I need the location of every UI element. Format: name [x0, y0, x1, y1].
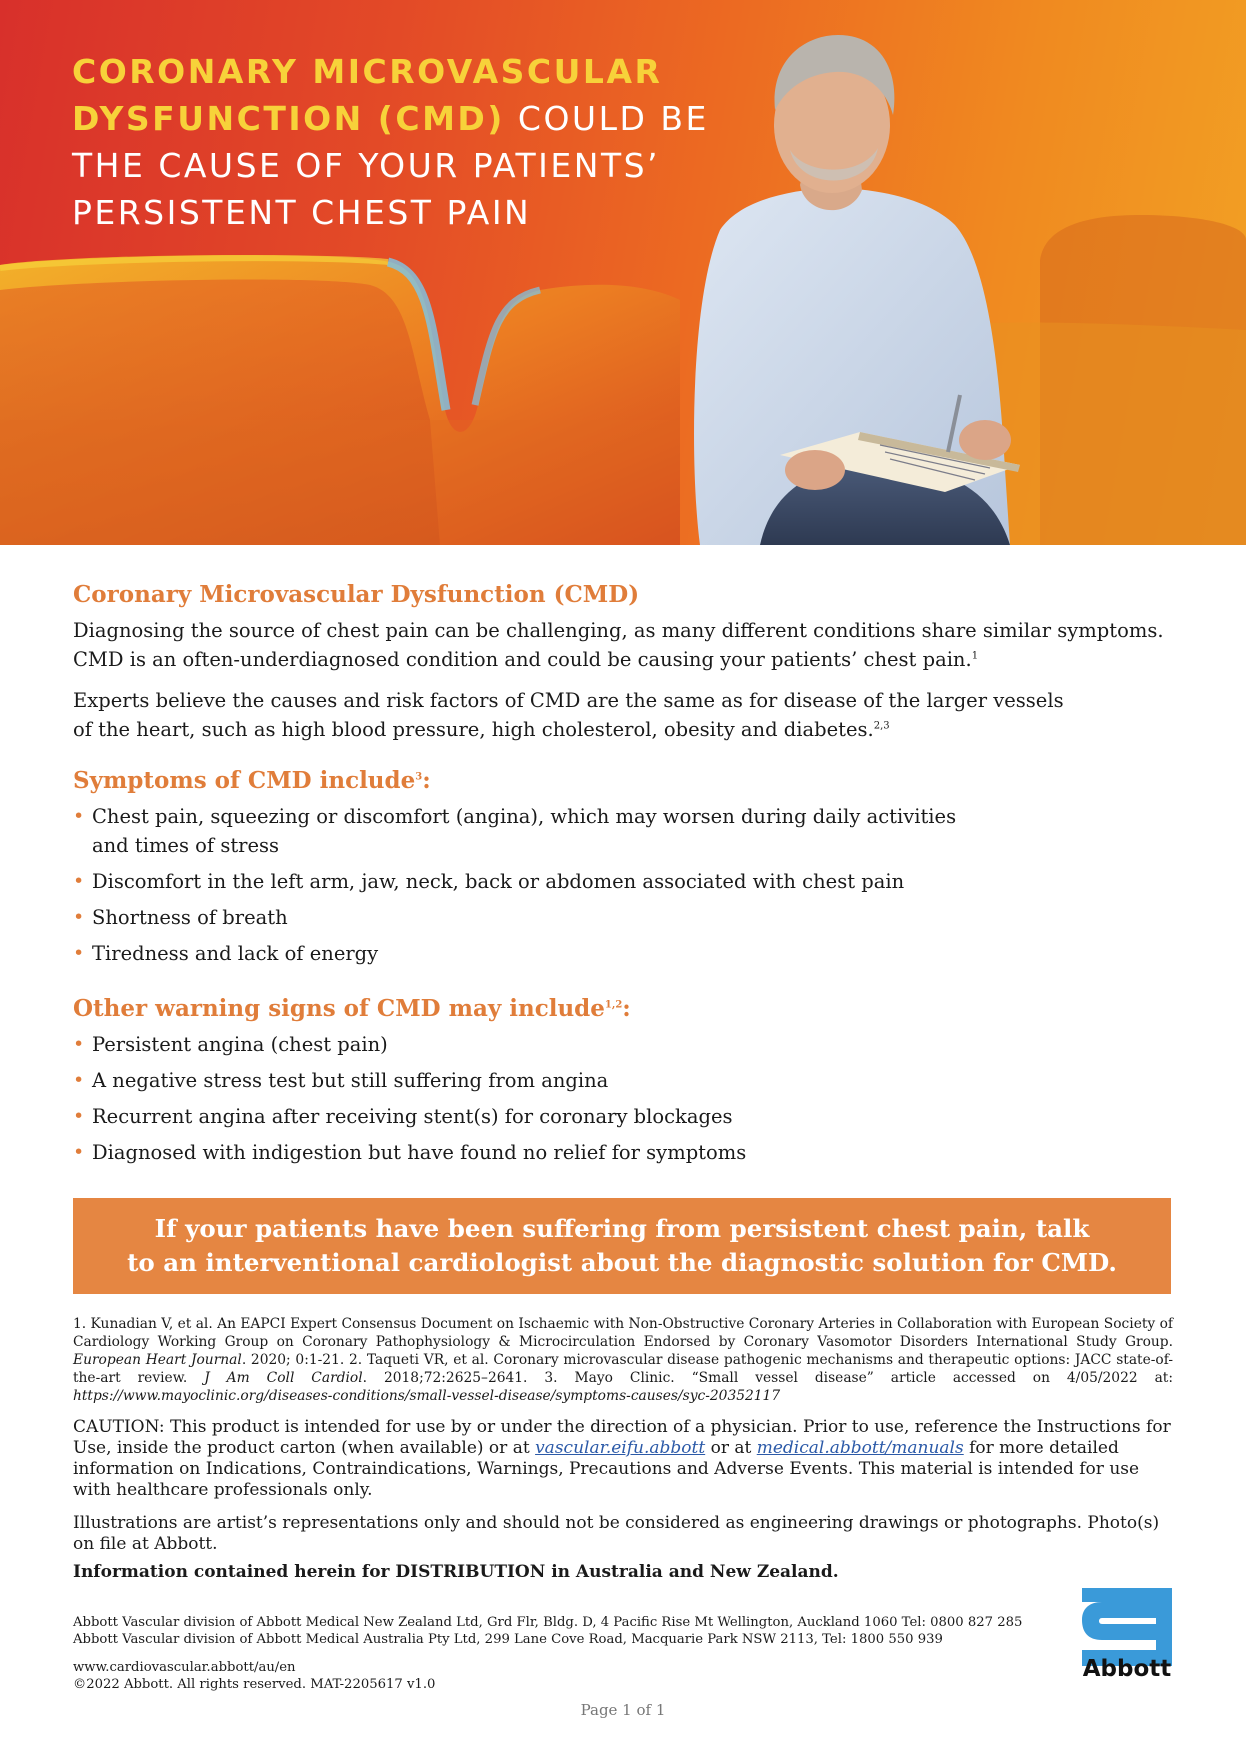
- symptom-text: Chest pain, squeezing or discomfort (angina), which may worsen during daily activities: [92, 805, 957, 828]
- symptom-text: Tiredness and lack of energy: [92, 942, 379, 965]
- ref-journal: European Heart Journal: [73, 1352, 242, 1368]
- hero-title-rest: COULD BE THE CAUSE OF YOUR PATIENTS’ PERSISTENT CHEST PAIN: [72, 99, 709, 232]
- list-item: [73, 1030, 746, 1059]
- warning-text: Recurrent angina after receiving stent(s) for coronary blockages: [92, 1105, 733, 1128]
- address-nz: Abbott Vascular division of Abbott Medical New Zealand Ltd, Grd Flr, Bldg. D, 4 Pacific Rise Mt Wellington, Auckland 1060 Tel: 0800 827 285: [73, 1615, 1023, 1630]
- eifu-link[interactable]: vascular.eifu.abbott: [535, 1438, 706, 1458]
- symptoms-heading-text: Symptoms of CMD include: [73, 767, 416, 794]
- warnings-heading-colon: :: [622, 995, 631, 1022]
- list-item: [73, 1066, 746, 1095]
- company-addresses: [73, 1614, 1053, 1648]
- list-item: [73, 1138, 746, 1167]
- warnings-heading: [73, 994, 631, 1024]
- cmd-causes-ref: 2,3: [873, 720, 890, 732]
- symptom-text-cont: and times of stress: [92, 834, 280, 857]
- symptoms-heading-ref: 3: [415, 771, 423, 783]
- list-item: [73, 939, 956, 968]
- list-item: [73, 1102, 746, 1131]
- symptoms-heading: [73, 766, 431, 796]
- symptoms-heading-colon: :: [422, 767, 431, 794]
- hero-title: [72, 48, 752, 236]
- references: [73, 1315, 1173, 1405]
- warnings-heading-text: Other warning signs of CMD may include: [73, 995, 605, 1022]
- website-url: www.cardiovascular.abbott/au/en: [73, 1660, 296, 1675]
- bullet-icon: •: [73, 1141, 85, 1163]
- address-au: Abbott Vascular division of Abbott Medical Australia Pty Ltd, 299 Lane Cove Road, Macquarie Park NSW 2113, Tel: 1800 550 939: [73, 1632, 943, 1647]
- ref-text: . 2018;72:2625–2641. 3. Mayo Clinic. “Small vessel disease” article accessed on 4/05/2022 at:: [362, 1370, 1173, 1386]
- cta-line2: to an interventional cardiologist about the diagnostic solution for CMD.: [127, 1248, 1117, 1277]
- page-number: Page 1 of 1: [580, 1701, 666, 1719]
- bullet-icon: •: [73, 1069, 85, 1091]
- bullet-icon: •: [73, 805, 85, 827]
- list-item: [73, 802, 956, 860]
- cmd-intro-text: Diagnosing the source of chest pain can be challenging, as many different conditions share similar symptoms. CMD is an often-underdiagnosed condition and could be causing your patients’ chest pain.: [73, 619, 1164, 671]
- symptom-text: Shortness of breath: [92, 906, 288, 929]
- caution-statement: [73, 1417, 1173, 1501]
- cmd-causes-line2: of the heart, such as high blood pressure, high cholesterol, obesity and diabetes.: [73, 718, 874, 741]
- cta-banner: [73, 1198, 1171, 1294]
- ref-text: . 2020; 0:1-21. 2. Taqueti VR, et al. Coronary microvascular disease pathogenic mechanisms and therapeutic options: JACC state-of-the-art review.: [73, 1352, 1173, 1386]
- hero-banner: [0, 0, 1246, 545]
- bullet-icon: •: [73, 906, 85, 928]
- hero-title-highlight: CORONARY MICROVASCULAR DYSFUNCTION (CMD): [72, 52, 663, 138]
- bullet-icon: •: [73, 1105, 85, 1127]
- distribution-notice: [73, 1562, 1073, 1582]
- cmd-causes-line1: Experts believe the causes and risk factors of CMD are the same as for disease of the larger vessels: [73, 689, 1064, 712]
- copyright: ©2022 Abbott. All rights reserved. MAT-2205617 v1.0: [73, 1677, 436, 1692]
- abbott-wordmark: Abbott: [1082, 1656, 1172, 1682]
- warning-text: Persistent angina (chest pain): [92, 1033, 388, 1056]
- caution-text: for more detailed information on Indications, Contraindications, Warnings, Precautions and Adverse Events. This material is intended for use with healthcare professionals only.: [73, 1438, 1140, 1500]
- distribution-text: in Australia and New Zealand.: [545, 1562, 839, 1582]
- ref-journal: J Am Coll Cardiol: [204, 1370, 363, 1386]
- caution-text: CAUTION: This product is intended for use by or under the direction of a physician. Prior to use, reference the Instructions for Use, inside the product carton (when available) or at: [73, 1417, 1171, 1458]
- footer-info: [73, 1659, 973, 1693]
- list-item: [73, 867, 956, 896]
- manuals-link[interactable]: medical.abbott/manuals: [756, 1438, 964, 1458]
- warning-text: Diagnosed with indigestion but have found no relief for symptoms: [92, 1141, 747, 1164]
- cta-line1: If your patients have been suffering from persistent chest pain, talk: [154, 1214, 1090, 1243]
- ref-text: 1. Kunadian V, et al. An EAPCI Expert Consensus Document on Ischaemic with Non-Obstructive Coronary Arteries in Collaboration with European Society of Cardiology Working Group on Coronary Pathophysiology & Microcirculation Endorsed by Coronary Vasomotor Disorders International Study Group.: [73, 1316, 1173, 1350]
- distribution-text: Information contained herein for: [73, 1562, 396, 1582]
- cmd-intro-ref: 1: [971, 650, 979, 662]
- cmd-intro-paragraph: [73, 616, 1183, 674]
- list-item: [73, 903, 956, 932]
- bullet-icon: •: [73, 870, 85, 892]
- warnings-list: [73, 1030, 746, 1174]
- cmd-heading: Coronary Microvascular Dysfunction (CMD): [73, 581, 640, 608]
- distribution-emph: DISTRIBUTION: [395, 1562, 546, 1582]
- caution-text: or at: [705, 1438, 757, 1458]
- warning-text: A negative stress test but still suffering from angina: [92, 1069, 609, 1092]
- symptoms-list: [73, 802, 956, 975]
- symptom-text: Discomfort in the left arm, jaw, neck, back or abdomen associated with chest pain: [92, 870, 905, 893]
- cmd-causes-paragraph: [73, 686, 1183, 744]
- illustrations-disclaimer: Illustrations are artist’s representations only and should not be considered as engineering drawings or photographs. Photo(s) on file at Abbott.: [73, 1513, 1160, 1554]
- ref-url: https://www.mayoclinic.org/diseases-conditions/small-vessel-disease/symptoms-causes/syc-20352117: [73, 1388, 781, 1404]
- bullet-icon: •: [73, 942, 85, 964]
- bullet-icon: •: [73, 1033, 85, 1055]
- warnings-heading-ref: 1,2: [604, 999, 623, 1011]
